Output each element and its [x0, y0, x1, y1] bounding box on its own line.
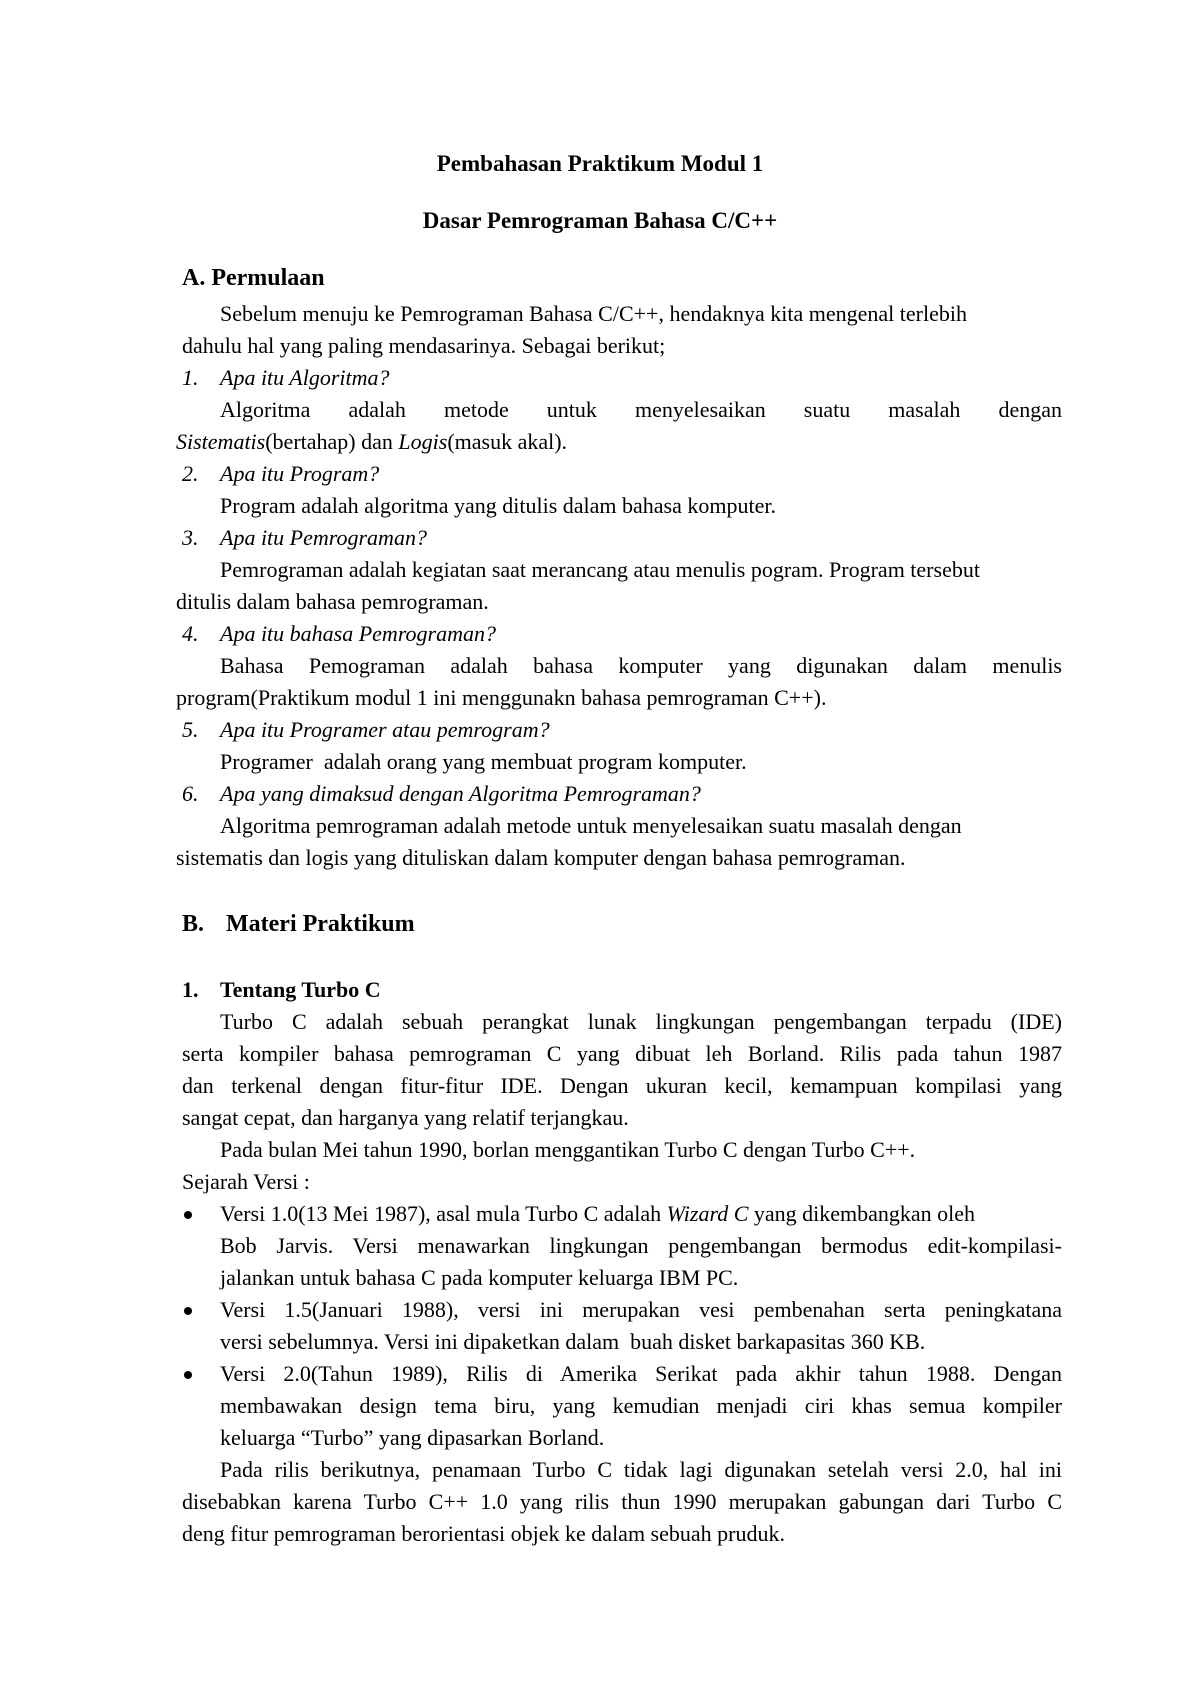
bullet-2-marker [184, 1307, 192, 1315]
intro-line-1: Sebelum menuju ke Pemrograman Bahasa C/C++, hendaknya kita mengenal terlebih [220, 301, 967, 326]
turbo-c-p2-line-1: Pada bulan Mei tahun 1990, borlan menggantikan Turbo C dengan Turbo C++. [220, 1137, 916, 1162]
turbo-c-p1-line-4: sangat cepat, dan harganya yang relatif terjangkau. [182, 1105, 629, 1130]
answer-2-line-1: Program adalah algoritma yang ditulis dalam bahasa komputer. [220, 493, 776, 518]
bullet-3-line-2: membawakan design tema biru, yang kemudian menjadi ciri khas semua kompiler [220, 1393, 1062, 1418]
answer-5-line-1: Programer adalah orang yang membuat program komputer. [220, 749, 747, 774]
answer-4-line-2: program(Praktikum modul 1 ini menggunakn bahasa pemrograman C++). [176, 685, 827, 710]
question-1: Apa itu Algoritma? [220, 365, 390, 390]
question-5-number: 5. [182, 717, 199, 742]
bullet-2-line-1: Versi 1.5(Januari 1988), versi ini merupakan vesi pembenahan serta peningkatana [220, 1297, 1062, 1322]
answer-4-line-1: Bahasa Pemograman adalah bahasa komputer yang digunakan dalam menulis [220, 653, 1062, 678]
question-3: Apa itu Pemrograman? [220, 525, 427, 550]
bullet-1-line-3: jalankan untuk bahasa C pada komputer keluarga IBM PC. [220, 1265, 739, 1290]
question-4: Apa itu bahasa Pemrograman? [220, 621, 497, 646]
answer-3-line-1: Pemrograman adalah kegiatan saat merancang atau menulis pogram. Program tersebut [220, 557, 980, 582]
bullet-2-line-2: versi sebelumnya. Versi ini dipaketkan dalam buah disket barkapasitas 360 KB. [220, 1329, 926, 1354]
bullet-1-line-1: Versi 1.0(13 Mei 1987), asal mula Turbo C adalah Wizard C yang dikembangkan oleh [220, 1201, 976, 1226]
bullet-1-line-2: Bob Jarvis. Versi menawarkan lingkungan pengembangan bermodus edit-kompilasi- [220, 1233, 1062, 1258]
document-title: Pembahasan Praktikum Modul 1 [436, 151, 764, 176]
turbo-c-p3-line-3: deng fitur pemrograman berorientasi objek ke dalam sebuah pruduk. [182, 1521, 785, 1546]
answer-3-line-2: ditulis dalam bahasa pemrograman. [176, 589, 489, 614]
answer-6-line-2: sistematis dan logis yang dituliskan dalam komputer dengan bahasa pemrograman. [176, 845, 906, 870]
bullet-3-line-3: keluarga “Turbo” yang dipasarkan Borland. [220, 1425, 605, 1450]
question-1-number: 1. [182, 365, 199, 390]
intro-line-2: dahulu hal yang paling mendasarinya. Sebagai berikut; [182, 333, 666, 358]
section-b-letter: B. [182, 911, 205, 937]
question-2-number: 2. [182, 461, 199, 486]
turbo-c-p3-line-2: disebabkan karena Turbo C++ 1.0 yang rilis thun 1990 merupakan gabungan dari Turbo C [182, 1489, 1062, 1514]
bullet-3-marker [184, 1371, 192, 1379]
answer-1-line-2: Sistematis(bertahap) dan Logis(masuk akal). [176, 429, 568, 454]
question-5: Apa itu Programer atau pemrogram? [220, 717, 550, 742]
subsection-1-number: 1. [182, 977, 199, 1002]
turbo-c-p3-line-1: Pada rilis berikutnya, penamaan Turbo C tidak lagi digunakan setelah versi 2.0, hal ini [220, 1457, 1062, 1482]
answer-6-line-1: Algoritma pemrograman adalah metode untuk menyelesaikan suatu masalah dengan [220, 813, 962, 838]
term-logis: Logis [398, 429, 448, 454]
section-a-heading: A. Permulaan [182, 265, 325, 291]
term-sistematis: Sistematis [176, 429, 266, 454]
turbo-c-p1-line-2: serta kompiler bahasa pemrograman C yang dibuat leh Borland. Rilis pada tahun 1987 [182, 1041, 1062, 1066]
turbo-c-p1-line-1: Turbo C adalah sebuah perangkat lunak lingkungan pengembangan terpadu (IDE) [220, 1009, 1062, 1034]
question-3-number: 3. [182, 525, 199, 550]
section-b-heading: Materi Praktikum [226, 911, 415, 937]
question-6-number: 6. [182, 781, 199, 806]
question-2: Apa itu Program? [220, 461, 380, 486]
document-subtitle: Dasar Pemrograman Bahasa C/C++ [422, 208, 778, 233]
term-wizard-c: Wizard C [666, 1201, 749, 1226]
bullet-1-marker [184, 1211, 192, 1219]
question-4-number: 4. [182, 621, 199, 646]
turbo-c-p1-line-3: dan terkenal dengan fitur-fitur IDE. Dengan ukuran kecil, kemampuan kompilasi yang [182, 1073, 1062, 1098]
bullet-3-line-1: Versi 2.0(Tahun 1989), Rilis di Amerika Serikat pada akhir tahun 1988. Dengan [220, 1361, 1062, 1386]
answer-1-line-1: Algoritma adalah metode untuk menyelesaikan suatu masalah dengan [220, 397, 1062, 422]
version-history-label: Sejarah Versi : [182, 1169, 310, 1194]
subsection-1-heading: Tentang Turbo C [220, 977, 381, 1002]
question-6: Apa yang dimaksud dengan Algoritma Pemrograman? [220, 781, 701, 806]
